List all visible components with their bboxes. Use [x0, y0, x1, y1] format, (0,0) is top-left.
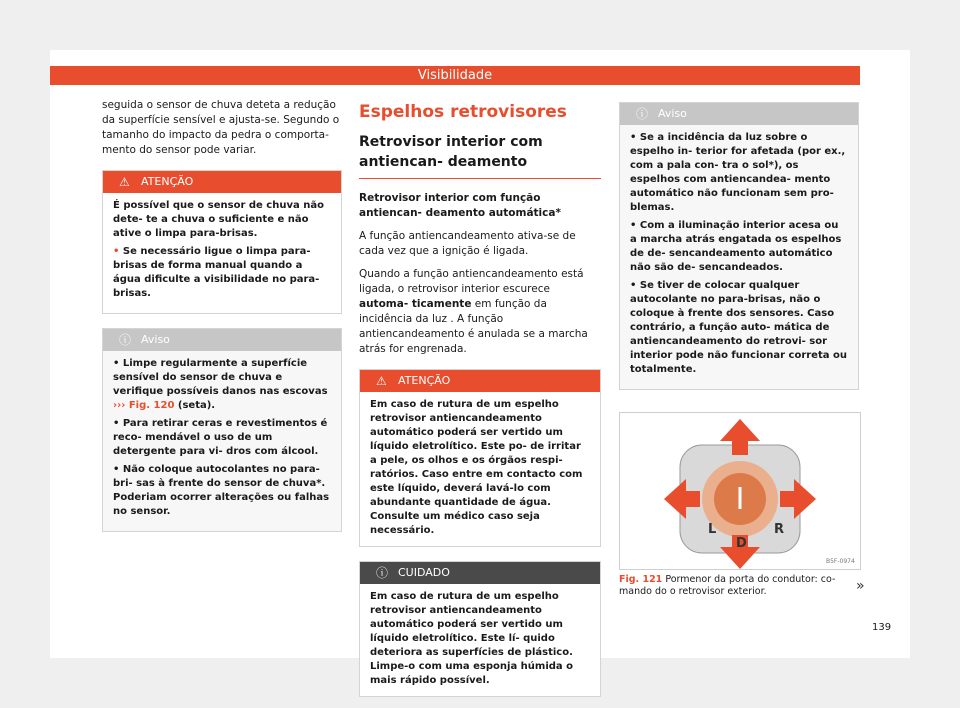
caution-body: Em caso de rutura de um espelho retrovisor antiencandeamento automático poderá ser vertido um líquido eletrolítico. Este lí- quido deteriora as superfícies de plástico. Limpe-o com uma esponja húmida o mais rápido possível.	[360, 584, 600, 696]
subsection-title: Retrovisor interior com antiencan- deamento	[359, 132, 601, 179]
note-item: • Se tiver de colocar qualquer autocolante no para-brisas, não o coloque à frente dos sensores. Caso contrário, a função auto- mática de antiencandeamento do retrovi- sor interior pode não funcionar correta ou totalmente.	[630, 280, 847, 375]
note-box	[102, 328, 342, 532]
note-item: • Limpe regularmente a superfície sensível do sensor de chuva e verifique possíveis danos nas escovas ››› Fig. 120 (seta).	[113, 358, 328, 411]
warning-body: Em caso de rutura de um espelho retrovisor antiencandeamento automático poderá ser vertido um líquido eletrolítico. Este po- de irritar a pele, os olhos e os órgãos respi- ratórios. Caso entre em contacto com este líquido, deverá lavá-lo com abundante quantidade de água. Consulte um médico caso seja necessário.	[360, 392, 600, 546]
caution-circle-icon: ⓘ	[376, 566, 389, 580]
note-body	[620, 125, 858, 389]
middle-column	[359, 102, 601, 697]
section-title: Espelhos retrovisores	[359, 102, 567, 122]
letter-r: R	[774, 522, 785, 537]
warning-triangle-icon: ⚠	[376, 374, 387, 388]
caution-header	[360, 562, 600, 584]
mirror-control-illustration	[620, 413, 860, 569]
note-item: • Se a incidência da luz sobre o espelho in- terior for afetada (por ex., com a pala con- tra o sol*), os espelhos com antiencandea- mento automático não funcionam sem pro- blemas.	[630, 132, 846, 213]
intro-paragraph: seguida o sensor de chuva deteta a redução da superfície sensível e ajusta-se. Segundo o tamanho do impacto da pedra o comporta- mento do sensor pode variar.	[102, 99, 340, 156]
letter-d: D	[736, 536, 747, 551]
warning-item: • Se necessário ligue o limpa para-brisas de forma manual quando a água dificulte a visibilidade no para-brisas.	[113, 246, 320, 299]
caution-box	[359, 561, 601, 697]
note-header	[620, 103, 858, 125]
note-box	[619, 102, 859, 390]
info-icon: ⓘ	[119, 333, 132, 347]
warning-box	[102, 170, 342, 314]
figure-code: B5F-0974	[826, 558, 855, 565]
warning-header	[103, 171, 341, 193]
warning-triangle-icon: ⚠	[119, 175, 130, 189]
note-item: • Não coloque autocolantes no para-bri- sas à frente do sensor de chuva*. Poderiam ocorrer alterações ou falhas no sensor.	[113, 464, 330, 517]
warning-body	[103, 193, 341, 313]
figure-link[interactable]: ››› Fig. 120	[113, 400, 175, 411]
feature-heading: Retrovisor interior com função antiencan- deamento automática*	[359, 192, 561, 219]
note-item: • Com a iluminação interior acesa ou a marcha atrás engatada os espelhos de de- sencandeamento automático não são de- sencandeados.	[630, 220, 842, 273]
warning-header	[360, 370, 600, 392]
paragraph: A função antiencandeamento ativa-se de cada vez que a ignição é ligada.	[359, 230, 576, 257]
page-number: 139	[872, 622, 892, 633]
note-title: Aviso	[141, 333, 170, 346]
warning-box	[359, 369, 601, 547]
info-icon: ⓘ	[636, 107, 649, 121]
note-title: Aviso	[658, 107, 687, 120]
note-header	[103, 329, 341, 351]
note-body	[103, 351, 341, 531]
figure-mirror-control	[619, 412, 861, 570]
warning-title: ATENÇÃO	[398, 374, 451, 387]
letter-l: L	[708, 522, 717, 537]
warning-item: É possível que o sensor de chuva não dete- te a chuva o suficiente e não ative o limpa para-brisas.	[113, 200, 324, 239]
left-column	[102, 98, 342, 532]
continue-marker: »	[856, 578, 865, 594]
caution-title: CUIDADO	[398, 566, 450, 579]
paragraph: Quando a função antiencandeamento está ligada, o retrovisor interior escurece automa- ticamente em função da incidência da luz . A função antiencandeamento é anulada se a marcha atrás for engrenada.	[359, 268, 588, 355]
warning-title: ATENÇÃO	[141, 175, 194, 188]
note-item: • Para retirar ceras e revestimentos é reco- mendável o uso de um detergente para vi- dros com álcool.	[113, 418, 328, 457]
page-header: Visibilidade	[50, 66, 860, 85]
figure-caption: Fig. 121 Pormenor da porta do condutor: co- mando do o retrovisor exterior.	[619, 574, 836, 597]
